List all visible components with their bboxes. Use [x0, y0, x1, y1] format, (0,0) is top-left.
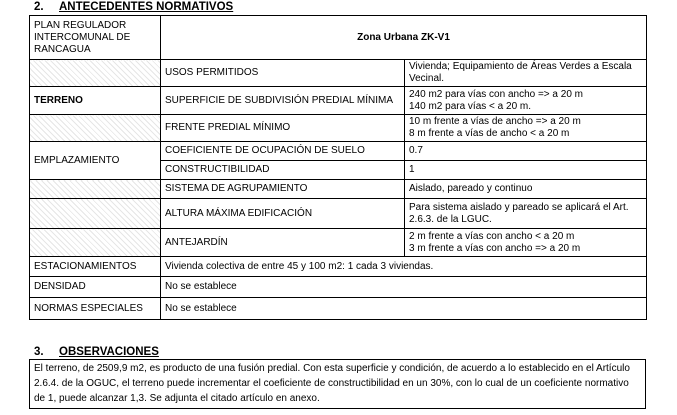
section-title: ANTECEDENTES NORMATIVOS	[59, 1, 234, 13]
row-value: Vivienda; Equipamiento de Áreas Verdes a Escala Vecinal.	[405, 60, 647, 87]
table-row	[30, 16, 647, 60]
densidad-label: DENSIDAD	[30, 277, 161, 298]
normas-label: NORMAS ESPECIALES	[30, 298, 161, 320]
emplazamiento-label: EMPLAZAMIENTO	[30, 142, 161, 180]
plan-label: PLAN REGULADOR INTERCOMUNAL DE RANCAGUA	[30, 16, 161, 60]
row-value: Para sistema aislado y pareado se aplicará el Art. 2.6.3. de la LGUC.	[405, 199, 647, 229]
hatched-cell	[30, 229, 161, 257]
estacionamientos-value: Vivienda colectiva de entre 45 y 100 m2: 1 cada 3 viviendas.	[161, 257, 647, 277]
section-heading-observaciones	[34, 346, 159, 358]
value-line: 240 m2 para vías con ancho => a 20 m	[409, 88, 583, 100]
row-value: 0.7	[405, 142, 647, 161]
hatched-cell	[30, 115, 161, 142]
value-line: 2 m frente a vías con ancho < a 20 m	[409, 230, 575, 242]
value-line: 8 m frente a vías de ancho < a 20 m	[409, 128, 570, 139]
row-label: USOS PERMITIDOS	[161, 60, 405, 87]
hatched-cell	[30, 60, 161, 87]
row-label: SISTEMA DE AGRUPAMIENTO	[161, 180, 405, 199]
zone-title: Zona Urbana ZK-V1	[161, 16, 647, 60]
row-value	[405, 87, 647, 115]
hatched-cell	[30, 180, 161, 199]
value-line: 3 m frente a vías con ancho => a 20 m	[409, 242, 581, 254]
table-row	[30, 257, 647, 277]
row-label: CONSTRUCTIBILIDAD	[161, 161, 405, 180]
table-row	[30, 115, 647, 142]
section-title: OBSERVACIONES	[59, 346, 159, 358]
table-row	[30, 87, 647, 115]
table-row	[30, 199, 647, 229]
densidad-value: No se establece	[161, 277, 647, 298]
row-value	[405, 229, 647, 257]
table-row	[30, 180, 647, 199]
table-row	[30, 229, 647, 257]
table-row	[30, 60, 647, 87]
row-label: FRENTE PREDIAL MÍNIMO	[161, 115, 405, 142]
value-line: 140 m2 para vías < a 20 m.	[409, 100, 532, 112]
row-value: Aislado, pareado y continuo	[405, 180, 647, 199]
row-label: ALTURA MÁXIMA EDIFICACIÓN	[161, 199, 405, 229]
value-line: 10 m frente a vías de ancho => a 20 m	[409, 116, 581, 127]
terreno-label: TERRENO	[30, 87, 161, 115]
hatched-cell	[30, 199, 161, 229]
table-row	[30, 298, 647, 320]
normative-table	[29, 15, 647, 320]
estacionamientos-label: ESTACIONAMIENTOS	[30, 257, 161, 277]
row-value: 1	[405, 161, 647, 180]
section-number: 3.	[34, 346, 44, 358]
row-value	[405, 115, 647, 142]
table-row	[30, 277, 647, 298]
row-label: SUPERFICIE DE SUBDIVISIÓN PREDIAL MÍNIMA	[161, 87, 405, 115]
row-label: COEFICIENTE DE OCUPACIÓN DE SUELO	[161, 142, 405, 161]
section-number: 2.	[34, 1, 44, 13]
table-row	[30, 142, 647, 161]
normas-value: No se establece	[161, 298, 647, 320]
section-heading-antecedentes	[34, 1, 233, 13]
row-label: ANTEJARDÍN	[161, 229, 405, 257]
observaciones-text: El terreno, de 2509,9 m2, es producto de una fusión predial. Con esta superficie y condición, de acuerdo a lo establecido en el Artículo 2.6.4. de la OGUC, el terreno puede incrementar el coeficiente de constructibilidad en un 30%, con lo cual de un coeficiente normativo de 1, puede alcanzar 1,3. Se adjunta el citado artículo en anexo.	[29, 359, 646, 409]
